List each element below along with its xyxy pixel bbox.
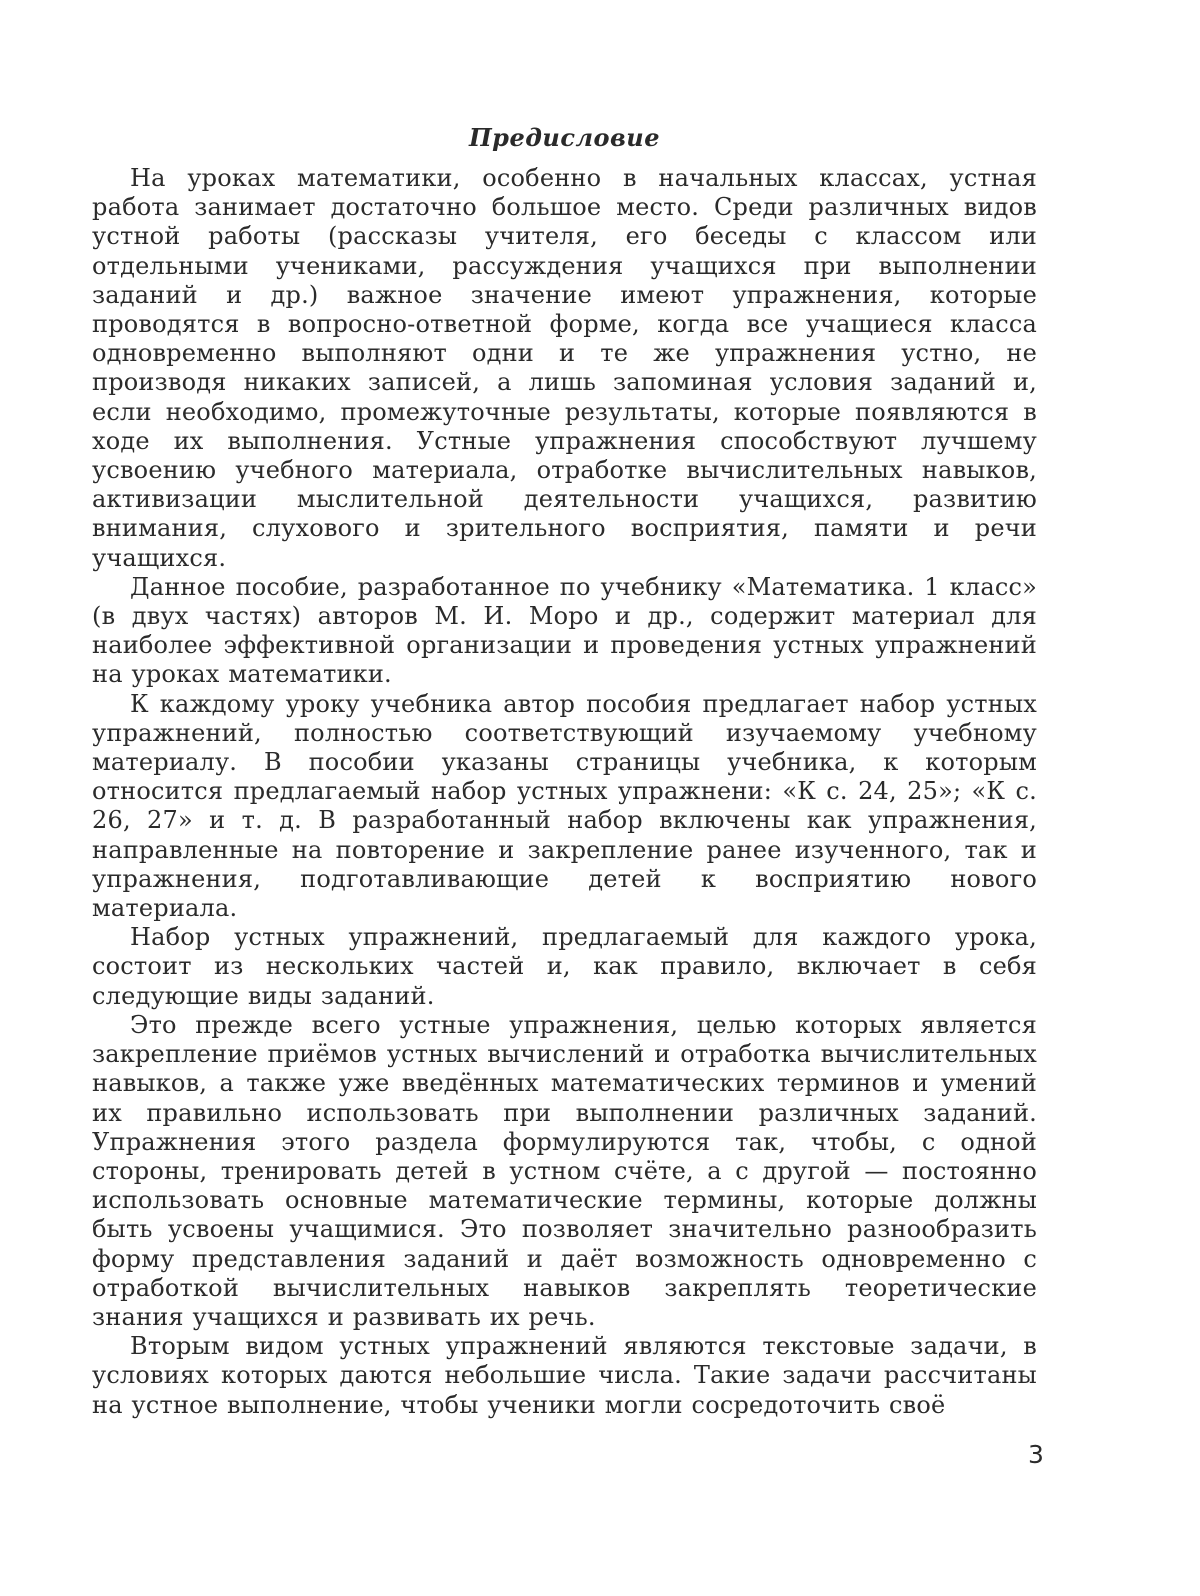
paragraph-2: Данное пособие, разработанное по учебнику «Математика. 1 класс» (в двух частях) авторов М. И. Моро и др., содержит материал для наиболее эффективной организации и проведения устных упражнений на уроках математики.: [92, 572, 1037, 689]
paragraph-6: Вторым видом устных упражнений являются текстовые задачи, в условиях которых даются небольшие числа. Такие задачи рассчитаны на устное выполнение, чтобы ученики могли сосредоточить своё: [92, 1332, 1037, 1419]
paragraph-5: Это прежде всего устные упражнения, целью которых является закрепление приёмов устных вычислений и отработка вычислительных навыков, а также уже введённых математических терминов и умений их правильно использовать при выполнении различных заданий. Упражнения этого раздела формулируются так, чтобы, с одной стороны, тренировать детей в устном счёте, а с другой — постоянно использовать основные математические термины, которые должны быть усвоены учащимися. Это позволяет значительно разнообразить форму представления заданий и даёт возможность одновременно с отработкой вычислительных навыков закреплять теоретические знания учащихся и развивать их речь.: [92, 1010, 1037, 1331]
page-number: 3: [1028, 1440, 1044, 1469]
page-content: [92, 118, 1037, 1420]
page-title: Предисловие: [468, 123, 661, 152]
paragraph-3: К каждому уроку учебника автор пособия предлагает набор устных упражнений, полностью соответствующий изучаемому учебному материалу. В пособии указаны страницы учебника, к которым относится предлагаемый набор устных упражнени: «К с. 24, 25»; «К с. 26, 27» и т. д. В разработанный набор включены как упражнения, направленные на повторение и закрепление ранее изученного, так и упражнения, подготавливающие детей к восприятию нового материала.: [92, 689, 1037, 923]
paragraph-4: Набор устных упражнений, предлагаемый для каждого урока, состоит из нескольких частей и, как правило, включает в себя следующие виды заданий.: [92, 923, 1037, 1010]
paragraph-1: На уроках математики, особенно в начальных классах, устная работа занимает достаточно большое место. Среди различных видов устной работы (рассказы учителя, его беседы с классом или отдельными учениками, рассуждения учащихся при выполнении заданий и др.) важное значение имеют упражнения, которые проводятся в вопросно-ответной форме, когда все учащиеся класса одновременно выполняют одни и те же упражнения устно, не производя никаких записей, а лишь запоминая условия заданий и, если необходимо, промежуточные результаты, которые появляются в ходе их выполнения. Устные упражнения способствуют лучшему усвоению учебного материала, отработке вычислительных навыков, активизации мыслительной деятельности учащихся, развитию внимания, слухового и зрительного восприятия, памяти и речи учащихся.: [92, 164, 1037, 572]
